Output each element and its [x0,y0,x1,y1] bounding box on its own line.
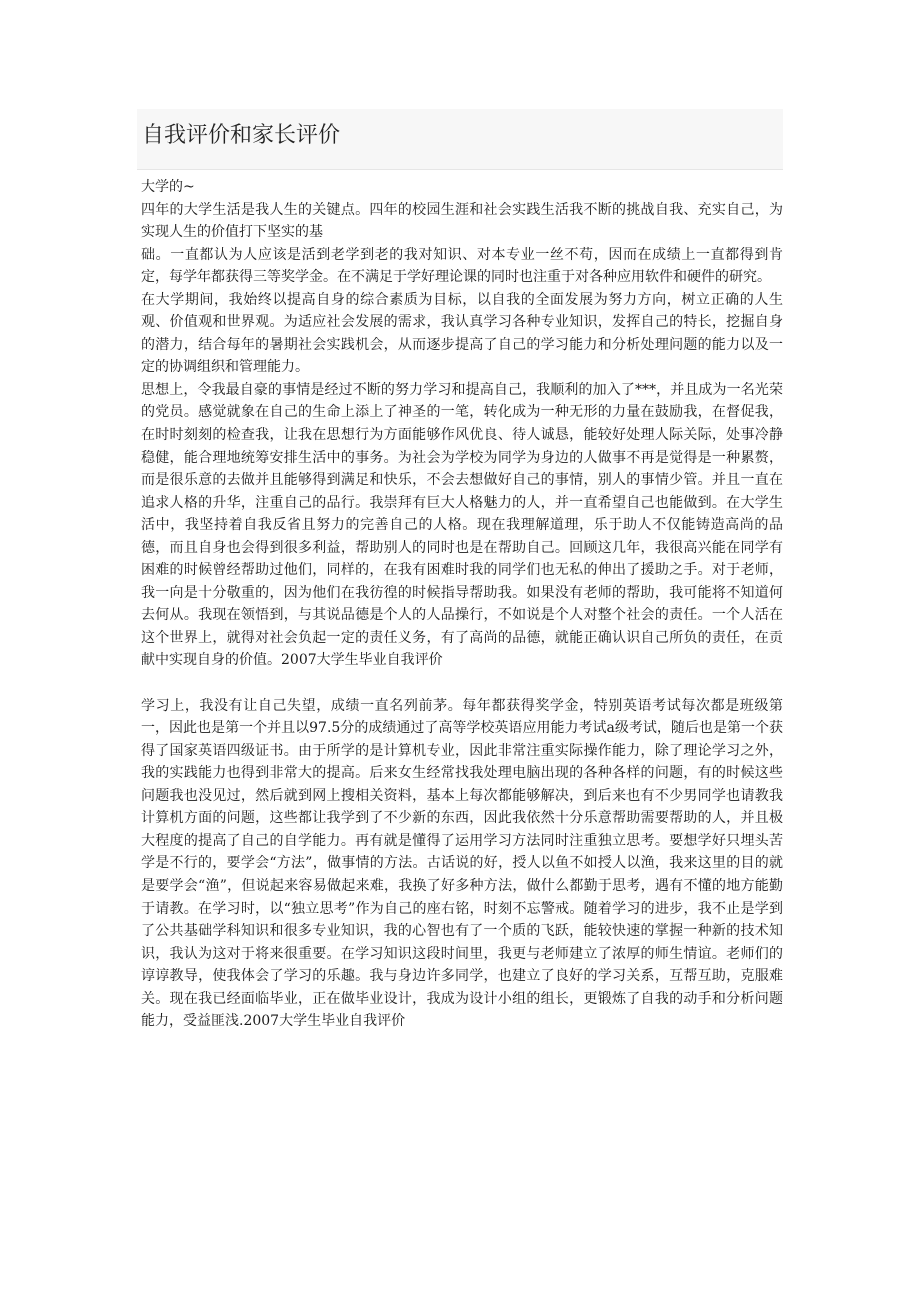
paragraph-ideology: 思想上，令我最自豪的事情是经过不断的努力学习和提高自己，我顺利的加入了***，并且成为一名光荣的党员。感觉就象在自己的生命上添上了神圣的一笔，转化成为一种无形的力量在鼓励我，在督促我，在时时刻刻的检查我，让我在思想行为方面能够作风优良、待人诚恳，能较好处理人际关际，处事冷静稳健，能合理地统筹安排生活中的事务。为社会为学校为同学为身边的人做事不再是觉得是一种累赘，而是很乐意的去做并且能够得到满足和快乐，不会去想做好自己的事情，别人的事情少管。并且一直在追求人格的升华，注重自己的品行。我崇拜有巨大人格魅力的人，并一直希望自己也能做到。在大学生活中，我坚持着自我反省且努力的完善自己的人格。现在我理解道理，乐于助人不仅能铸造高尚的品德，而且自身也会得到很多利益，帮助别人的同时也是在帮助自己。回顾这几年，我很高兴能在同学有困难的时候曾经帮助过他们，同样的，在我有困难时我的同学们也无私的伸出了援助之手。对于老师，我一向是十分敬重的，因为他们在我彷徨的时候指导帮助我。如果没有老师的帮助，我可能将不知道何去何从。我现在领悟到，与其说品德是个人的人品操行，不如说是个人对整个社会的责任。一个人活在这个世界上，就得对社会负起一定的责任义务，有了高尚的品德，就能正确认识自己所负的责任，在贡献中实现自身的价值。2007大学生毕业自我评价 [141,381,783,669]
page-title: 自我评价和家长评价 [142,123,341,148]
paragraph-overview: 四年的大学生活是我人生的关键点。四年的校园生涯和社会实践生活我不断的挑战自我、充实自己，为实现人生的价值打下坚实的基 [141,201,783,241]
paragraph-college-period: 在大学期间，我始终以提高自身的综合素质为目标，以自我的全面发展为努力方向，树立正确的人生观、价值观和世界观。为适应社会发展的需求，我认真学习各种专业知识，发挥自己的特长，挖掘自身的潜力，结合每年的暑期社会实践机会，从而逐步提高了自己的学习能力和分析处理问题的能力以及一定的协调组织和管理能力。 [141,291,783,376]
paragraph-intro: 大学的~ [141,179,195,195]
document-body [141,176,783,1033]
paragraph-study-attitude: 础。一直都认为人应该是活到老学到老的我对知识、对本专业一丝不苟，因而在成绩上一直都得到肯定，每学年都获得三等奖学金。在不满足于学好理论课的同时也注重于对各种应用软件和硬件的研究。 [141,246,783,286]
paragraph-learning: 学习上，我没有让自己失望，成绩一直名列前茅。每年都获得奖学金，特别英语考试每次都是班级第一，因此也是第一个并且以97.5分的成绩通过了高等学校英语应用能力考试a级考试，随后也是第一个获得了国家英语四级证书。由于所学的是计算机专业，因此非常注重实际操作能力，除了理论学习之外，我的实践能力也得到非常大的提高。后来女生经常找我处理电脑出现的各种各样的问题，有的时候这些问题我也没见过，然后就到网上搜相关资料，基本上每次都能够解决，到后来也有不少男同学也请教我计算机方面的问题，这些都让我学到了不少新的东西，因此我依然十分乐意帮助需要帮助的人，并且极大程度的提高了自己的自学能力。再有就是懂得了运用学习方法同时注重独立思考。要想学好只埋头苦学是不行的，要学会“方法”，做事情的方法。古话说的好，授人以鱼不如授人以渔，我来这里的目的就是要学会“渔”，但说起来容易做起来难，我换了好多种方法，做什么都勤于思考，遇有不懂的地方能勤于请教。在学习时，以“独立思考”作为自己的座右铭，时刻不忘警戒。随着学习的进步，我不止是学到了公共基础学科知识和很多专业知识，我的心智也有了一个质的飞跃，能较快速的掌握一种新的技术知识，我认为这对于将来很重要。在学习知识这段时间里，我更与老师建立了浓厚的师生情谊。老师们的谆谆教导，使我体会了学习的乐趣。我与身边许多同学，也建立了良好的学习关系，互帮互助，克服难关。现在我已经面临毕业，正在做毕业设计，我成为设计小组的组长，更锻炼了自我的动手和分析问题能力，受益匪浅.2007大学生毕业自我评价 [141,697,783,1030]
paragraph-blank [141,672,783,695]
title-bar [137,109,783,170]
